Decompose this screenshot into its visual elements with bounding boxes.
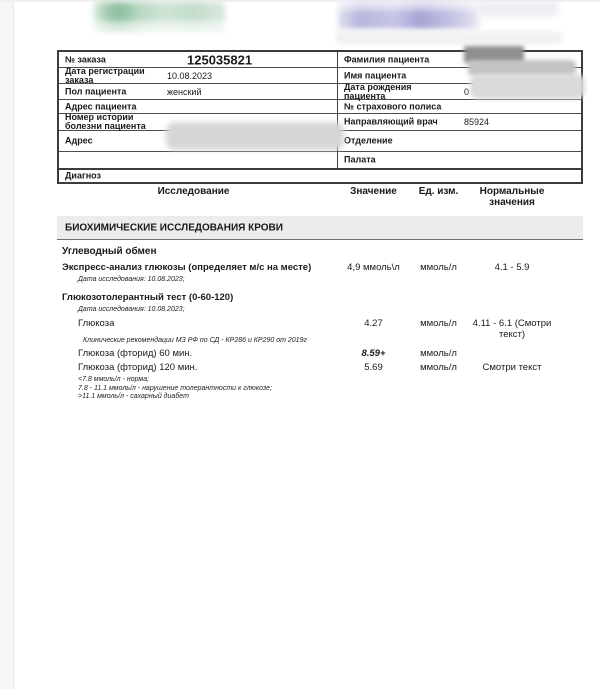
test-value: 4,9 ммоль\л (347, 262, 400, 273)
field-label: № страхового полиса (344, 101, 442, 111)
header-redaction-band (335, 31, 563, 44)
subsection-title: Углеводный обмен (62, 246, 157, 257)
order-row-reg-date (59, 65, 337, 85)
page-left-margin (0, 0, 13, 689)
footnote (78, 376, 272, 402)
test-units: ммоль/л (420, 348, 457, 359)
test-units: ммоль/л (420, 262, 457, 273)
test-norm: 4.1 - 5.9 (494, 262, 530, 273)
field-label: Отделение (344, 135, 393, 146)
test-group-name: Глюкозотолерантный тест (0-60-120) (62, 292, 234, 303)
field-label: Фамилия пациента (344, 54, 430, 64)
test-units: ммоль/л (420, 318, 457, 329)
field-value: 10.08.2023 (167, 70, 213, 81)
address-redaction (166, 122, 344, 150)
order-row-doctor (338, 114, 581, 131)
test-value-flagged: 8.59+ (361, 348, 386, 359)
order-row-sex (59, 84, 337, 100)
field-label: Адрес пациента (65, 101, 137, 111)
test-value: 5.69 (364, 362, 383, 373)
test-note: Дата исследования: 10.08.2023; (78, 276, 185, 283)
field-label: Имя пациента (344, 70, 407, 80)
section-bar (57, 216, 583, 240)
field-value: женский (167, 86, 202, 97)
order-row-empty (59, 152, 337, 168)
test-norm: Смотри текст (482, 362, 542, 373)
test-norm: 4.11 - 6.1 (Смотри текст) (472, 318, 552, 340)
column-header-study: Исследование (157, 186, 230, 197)
column-header-norm: Нормальные значения (479, 186, 545, 208)
field-label: № заказа (65, 54, 106, 64)
test-value: 4.27 (364, 318, 383, 329)
footnote-line: 7.8 - 11.1 ммоль/л - нарушение толерантности к глюкозе; (78, 384, 272, 392)
column-header-value: Значение (350, 186, 397, 197)
test-note: Клинические рекомендации МЗ РФ по СД - КР286 и КР290 от 2019г (83, 337, 307, 344)
doctor-code-value: 85924 (464, 117, 490, 127)
order-row-insurance (338, 100, 581, 114)
lab-logo-blur (93, 2, 225, 32)
order-table-left-half (59, 52, 338, 168)
order-row-department (338, 131, 581, 152)
test-name: Экспресс-анализ глюкозы (определяет м/с на месте) (62, 262, 312, 273)
diagnosis-row (59, 168, 581, 182)
column-header-units: Ед. изм. (418, 186, 459, 197)
test-name: Глюкоза (фторид) 120 мин. (78, 362, 198, 373)
test-name: Глюкоза (фторид) 60 мин. (78, 348, 193, 359)
field-label: Номер истории болезни пациента (65, 112, 146, 131)
field-label: Адрес (65, 135, 93, 146)
field-label: Пол пациента (65, 86, 127, 96)
field-value: 0 (464, 86, 470, 97)
order-row-ward (338, 152, 581, 168)
field-label: Направляющий врач (344, 116, 438, 127)
header-redaction-blur (338, 1, 480, 29)
field-label: Палата (344, 154, 376, 165)
diagnosis-label: Диагноз (65, 170, 101, 181)
footnote-line: >11.1 ммоль/л - сахарный диабет (78, 393, 189, 400)
results-section (57, 186, 583, 406)
page-edge-line (13, 0, 14, 689)
section-title: БИОХИМИЧЕСКИЕ ИССЛЕДОВАНИЯ КРОВИ (65, 222, 283, 233)
order-number-value: 125035821 (187, 52, 253, 67)
field-label: Дата рождения пациента (344, 81, 412, 101)
footnote-line: <7.8 ммоль/л - норма; (78, 376, 150, 383)
test-name: Глюкоза (78, 318, 115, 329)
patient-dob-redaction (470, 74, 585, 99)
field-label: Дата регистрации заказа (65, 65, 145, 85)
test-note: Дата исследования: 10.08.2023; (78, 306, 185, 313)
header-redaction-blur-2 (478, 2, 558, 16)
test-units: ммоль/л (420, 362, 457, 373)
